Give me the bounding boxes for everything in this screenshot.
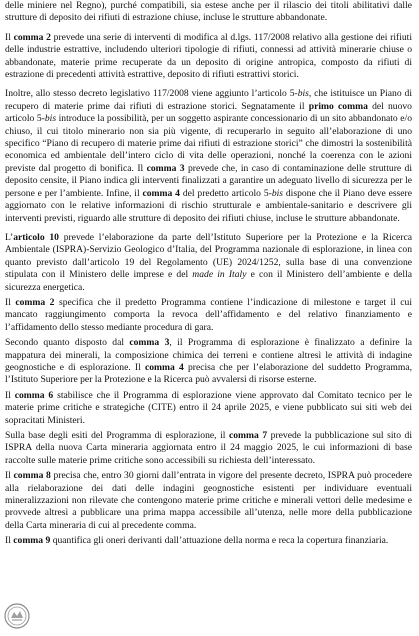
text-run: Inoltre, allo stesso decreto legislativo 117/2008 viene aggiunto l’articolo 5- xyxy=(5,88,298,100)
text-run: quantifica gli oneri derivanti dall’attuazione della norma e reca la copertura finanziaria. xyxy=(50,535,389,547)
text-run: prevede che, in caso di contaminazione delle strutture di deposito censite, il Piano indica gli interventi finalizzati a garantire un adeguato livello di sicurezza per le persone e per l’ambiente. Infine, il xyxy=(5,162,412,199)
text-run: Secondo quanto disposto dal xyxy=(5,337,130,349)
seal-emblem-icon xyxy=(4,603,30,629)
bold-run: comma 7 xyxy=(228,430,268,441)
paragraph-art10-comma-3-4 xyxy=(5,337,412,387)
bold-run: comma 2 xyxy=(15,296,55,308)
text-run: del nuovo articolo 5- xyxy=(5,100,412,125)
document-page xyxy=(5,0,412,551)
italic-run: bis xyxy=(44,113,57,125)
bold-run: comma 6 xyxy=(14,389,54,401)
bold-run: comma 3 xyxy=(146,162,185,174)
italic-run: bis xyxy=(297,88,309,100)
text-run: L’ xyxy=(5,231,14,243)
bold-run: comma 3 xyxy=(129,337,170,349)
paragraph-articolo-10 xyxy=(5,232,412,294)
bold-run: comma 8 xyxy=(13,470,51,482)
paragraph-art10-comma-6 xyxy=(5,390,412,427)
text-run: Il xyxy=(5,470,14,482)
text-run: delle miniere nel Regno), purché compatibili, sia estese anche per il rilascio dei titoli abilitativi dalle strutture di deposito dei rifiuti di estrazione chiuse, incluse le strutture abbandonate. xyxy=(5,0,412,24)
text-run: prevede una serie di interventi di modifica al d.lgs. 117/2008 relativo alla gestione dei rifiuti delle industrie estrattive, includendo ulteriori tipologie di rifiuti, connessi ad attività minerarie chiuse o abbandonate, materie prime recuperate da un deposito di origine antropica, composto da rifiuti di estrazione di precedenti attività estrattive, deposito di rifiuti estrattivi storici. xyxy=(5,31,413,81)
bold-run: comma 4 xyxy=(142,187,180,199)
text-run: , il Programma di esplorazione è finalizzato a definire la mappatura dei minerali, la composizione chimica dei terreni e contiene altresì le attività di indagine geognostiche e di esplorazione. Il xyxy=(5,337,412,373)
paragraph-continuation xyxy=(5,0,412,25)
italic-run: made in Italy xyxy=(192,269,247,281)
text-run: Il xyxy=(5,389,15,401)
text-run: Il xyxy=(5,535,14,547)
bold-run: comma 9 xyxy=(13,535,51,547)
text-run: Sulla base degli esiti del Programma di esplorazione, il xyxy=(5,430,229,441)
text-run: precisa che per l’elaborazione del suddetto Programma, l’Istituto Superiore per la Protezione e la Ricerca può avvalersi di risorse esterne. xyxy=(5,361,412,386)
text-run: Il xyxy=(5,31,14,43)
paragraph-comma-2-dlgs xyxy=(5,32,412,82)
paragraph-art10-comma-7 xyxy=(5,430,412,467)
text-run: Il xyxy=(5,296,16,308)
bold-run: primo comma xyxy=(308,100,368,112)
text-run: prevede la pubblicazione sul sito di ISPRA della nuova Carta mineraria aggiornata entro il 24 maggio 2025, le cui informazioni di base raccolte sulle materie prime critiche sono accessibili su richiesta dell’interessato. xyxy=(5,430,412,466)
text-run: introduce la possibilità, per un soggetto aspirante concessionario di un sito abbandonato e/o chiuso, il cui titolo minerario non sia più vigente, di recuperarlo in seguito all’elaborazione di uno specifico “Piano di recupero di materie prime dai rifiuti di estrazione storici” che dimostri la sostenibilità economica ed ambientale dell’intero ciclo di vita delle operazioni, nonché la coerenza con le azioni previste dal progetto di bonifica. Il xyxy=(5,113,412,174)
text-run: dispone che il Piano deve essere aggiornato con le relative informazioni di rischio strutturale e ambientale-sanitario e descrivere gli interventi previsti, riguardo alle strutture di deposito dei rifiuti chiuse, incluse le strutture abbandonate. xyxy=(5,187,413,224)
bold-run: articolo 10 xyxy=(13,231,59,243)
paragraph-art10-comma-2 xyxy=(5,297,412,334)
paragraph-art10-comma-9 xyxy=(5,535,412,547)
text-run: specifica che il predetto Programma contiene l’indicazione di milestone e target il cui mancato raggiungimento comporta la revoca dell’affidamento e del relativo finanziamento e l’affidamento dello stesso mediante procedura di gara. xyxy=(5,296,413,333)
text-run: prevede l’elaborazione da parte dell’Istituto Superiore per la Protezione e la Ricerca Ambientale (ISPRA)-Servizio Geologico d’Italia, del Programma nazionale di esplorazione, in linea con quanto previsto dall’articolo 19 del Regolamento (UE) 2024/1252, sulla base di una convenzione stipulata con il Ministero delle imprese e del xyxy=(5,231,412,281)
text-run: e con il Ministero dell’ambiente e della sicurezza energetica. xyxy=(5,269,412,293)
text-run: stabilisce che il Programma di esplorazione viene approvato dal Comitato tecnico per le materie prime critiche e strategiche (CITE) entro il 24 aprile 2025, e viene pubblicato sui siti web dei sopracitati Ministeri. xyxy=(5,389,412,426)
bold-run: comma 4 xyxy=(144,361,184,373)
text-run: precisa che, entro 30 giorni dall’entrata in vigore del presente decreto, ISPRA può procedere alla rielaborazione dei dati delle indagini geognostiche esistenti per individuare eventuali mineralizzazioni non rilevate che contengono materie prime critiche e minerali vettori delle medesime e provvede altresì a pubblicare una prima mappa accessibile all’utenza, nelle more della pubblicazione della Carta mineraria di cui al precedente comma. xyxy=(5,470,412,531)
text-run: , che istituisce un Piano di recupero di materie prime dai rifiuti di estrazione storici. Segnatamente il xyxy=(5,88,412,112)
text-run: del predetto articolo 5- xyxy=(179,187,272,199)
paragraph-articolo-5-bis xyxy=(5,88,412,224)
paragraph-art10-comma-8 xyxy=(5,470,412,532)
bold-run: comma 2 xyxy=(13,31,51,43)
italic-run: bis xyxy=(271,187,284,199)
